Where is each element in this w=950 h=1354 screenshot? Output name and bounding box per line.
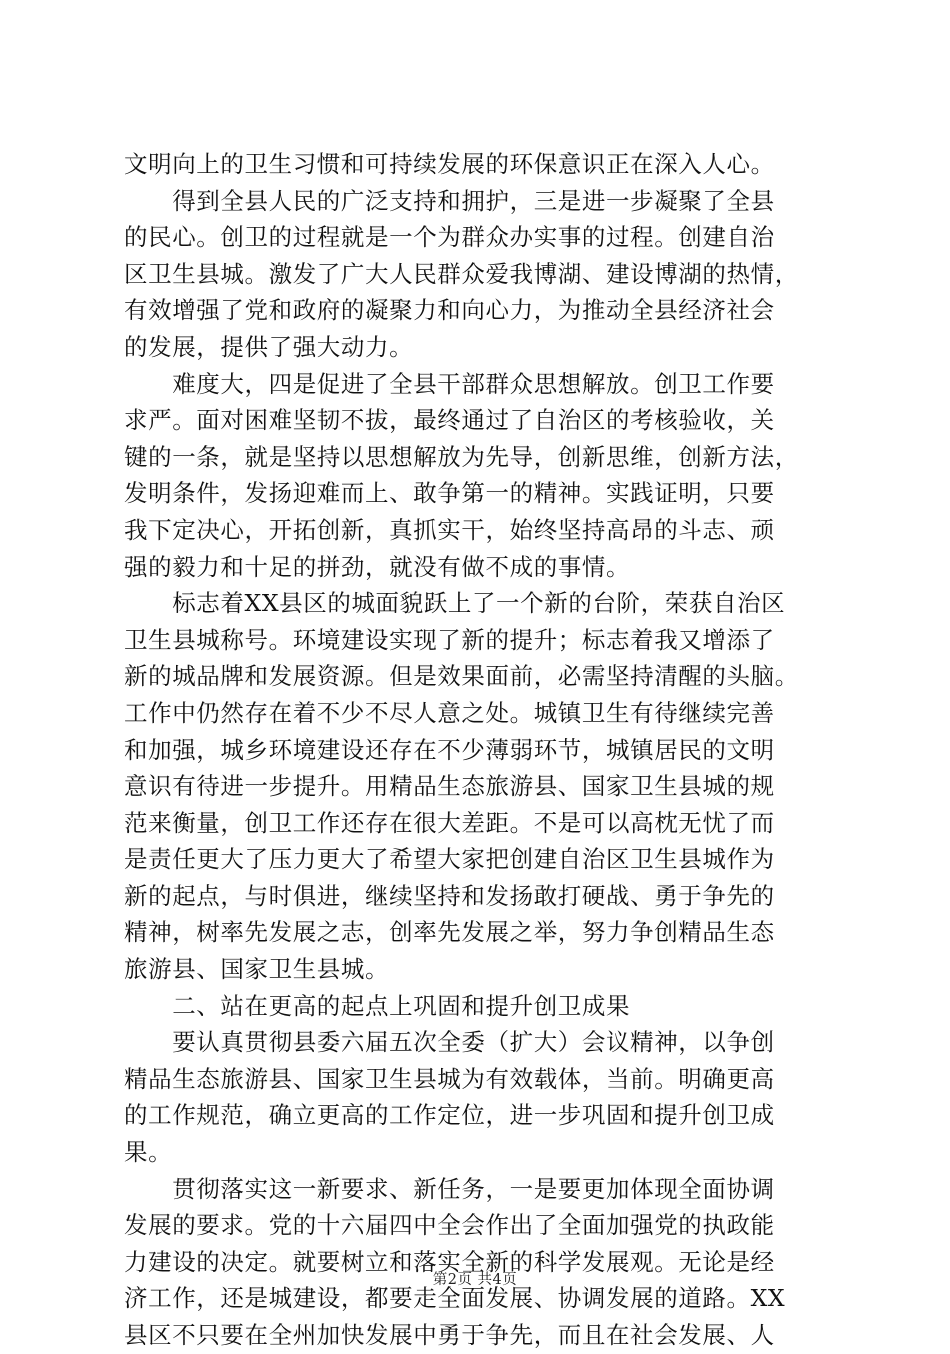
text-line: 精品生态旅游县、国家卫生县城为有效载体，当前。明确更高 (124, 1064, 775, 1093)
text-line: 强的毅力和十足的拼劲，就没有做不成的事情。 (124, 552, 631, 581)
text-line: 发明条件，发扬迎难而上、敢争第一的精神。实践证明，只要 (124, 479, 775, 508)
text-line: 果。 (124, 1138, 173, 1167)
text-line: 精神，树率先发展之志，创率先发展之举，努力争创精品生态 (124, 918, 775, 947)
text-line: 是责任更大了压力更大了希望大家把创建自治区卫生县城作为 (124, 845, 775, 874)
text-line: 要认真贯彻县委六届五次全委（扩大）会议精神，以争创 (124, 1028, 775, 1057)
page-footer: 第2页 共4页 (432, 1272, 518, 1288)
text-line: 新的起点，与时俱进，继续坚持和发扬敢打硬战、勇于争先的 (124, 881, 775, 910)
text-line: 旅游县、国家卫生县城。 (124, 955, 390, 984)
text-line: 意识有待进一步提升。用精品生态旅游县、国家卫生县城的规 (124, 772, 775, 801)
text-line: 卫生县城称号。环境建设实现了新的提升；标志着我又增添了 (124, 625, 775, 654)
text-line: 的工作规范，确立更高的工作定位，进一步巩固和提升创卫成 (124, 1101, 775, 1130)
text-line: 二、站在更高的起点上巩固和提升创卫成果 (124, 991, 631, 1020)
text-line: 有效增强了党和政府的凝聚力和向心力，为推动全县经济社会 (124, 296, 775, 325)
text-line: 难度大，四是促进了全县干部群众思想解放。创卫工作要 (124, 369, 775, 398)
text-line: 的民心。创卫的过程就是一个为群众办实事的过程。创建自治 (124, 223, 775, 252)
text-line: 济工作，还是城建设，都要走全面发展、协调发展的道路。XX (124, 1284, 786, 1313)
text-line: 新的城品牌和发展资源。但是效果面前，必需坚持清醒的头脑。 (124, 662, 799, 691)
text-line: 的发展，提供了强大动力。 (124, 332, 414, 361)
text-line: 发展的要求。党的十六届四中全会作出了全面加强党的执政能 (124, 1211, 775, 1240)
text-line: 和加强，城乡环境建设还存在不少薄弱环节，城镇居民的文明 (124, 735, 775, 764)
text-line: 工作中仍然存在着不少不尽人意之处。城镇卫生有待继续完善 (124, 698, 775, 727)
text-line: 范来衡量，创卫工作还存在很大差距。不是可以高枕无忧了而 (124, 808, 775, 837)
body-text (124, 146, 839, 1354)
text-line: 文明向上的卫生习惯和可持续发展的环保意识正在深入人心。 (124, 150, 775, 178)
text-line: 得到全县人民的广泛支持和拥护，三是进一步凝聚了全县 (124, 186, 775, 215)
text-line: 求严。面对困难坚韧不拔，最终通过了自治区的考核验收，关 (124, 406, 775, 435)
text-line: 县区不只要在全州加快发展中勇于争先，而且在社会发展、人 (124, 1321, 775, 1349)
text-line: 贯彻落实这一新要求、新任务，一是要更加体现全面协调 (124, 1174, 775, 1203)
text-line: 力建设的决定。就要树立和落实全新的科学发展观。无论是经 (124, 1247, 775, 1276)
text-line: 我下定决心，开拓创新，真抓实干，始终坚持高昂的斗志、顽 (124, 515, 775, 544)
text-line: 标志着XX县区的城面貌跃上了一个新的台阶，荣获自治区 (124, 589, 786, 618)
text-line: 区卫生县城。激发了广大人民群众爱我博湖、建设博湖的热情， (124, 259, 799, 288)
text-line: 键的一条，就是坚持以思想解放为先导，创新思维，创新方法， (124, 442, 799, 471)
